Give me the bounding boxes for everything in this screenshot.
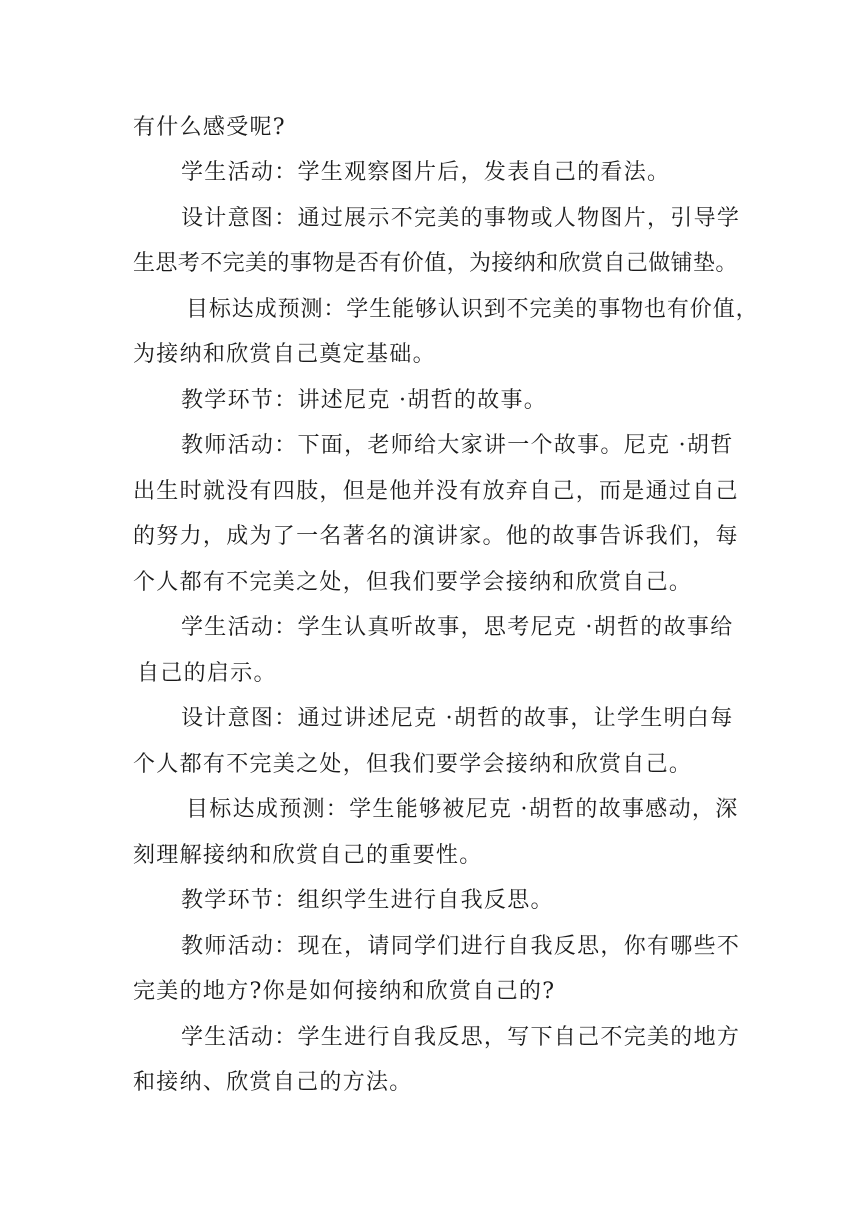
text-line: 教师活动：下面，老师给大家讲一个故事。尼克 ·胡哲 bbox=[181, 433, 734, 458]
text-line: 个人都有不完美之处，但我们要学会接纳和欣赏自己。 bbox=[133, 570, 693, 595]
text-line: 完美的地方?你是如何接纳和欣赏自己的? bbox=[133, 979, 556, 1004]
text-line: 目标达成预测：学生能够被尼克 ·胡哲的故事感动，深 bbox=[186, 797, 739, 822]
text-line: 教学环节：组织学生进行自我反思。 bbox=[181, 888, 554, 913]
text-line: 学生活动：学生进行自我反思，写下自己不完美的地方 bbox=[181, 1025, 741, 1050]
text-line: 自己的启示。 bbox=[137, 661, 277, 686]
text-line: 为接纳和欣赏自己奠定基础。 bbox=[133, 342, 436, 367]
text-line: 和接纳、欣赏自己的方法。 bbox=[133, 1070, 413, 1095]
text-line: 生思考不完美的事物是否有价值，为接纳和欣赏自己做铺垫。 bbox=[133, 251, 738, 276]
text-line: 学生活动：学生观察图片后，发表自己的看法。 bbox=[181, 160, 671, 185]
text-line: 的努力，成为了一名著名的演讲家。他的故事告诉我们，每 bbox=[133, 524, 739, 549]
text-line: 设计意图：通过展示不完美的事物或人物图片，引导学 bbox=[181, 206, 741, 231]
text-line: 教学环节：讲述尼克 ·胡哲的故事。 bbox=[181, 388, 548, 413]
text-line: 教师活动：现在，请同学们进行自我反思，你有哪些不 bbox=[181, 934, 741, 959]
text-line: 刻理解接纳和欣赏自己的重要性。 bbox=[133, 843, 483, 868]
text-line: 出生时就没有四肢，但是他并没有放弃自己，而是通过自己 bbox=[133, 479, 739, 504]
text-line: 个人都有不完美之处，但我们要学会接纳和欣赏自己。 bbox=[133, 752, 693, 777]
text-line: 有什么感受呢? bbox=[133, 115, 286, 140]
text-line: 学生活动：学生认真听故事，思考尼克 ·胡哲的故事给 bbox=[181, 615, 734, 640]
text-line: 设计意图：通过讲述尼克 ·胡哲的故事，让学生明白每 bbox=[181, 706, 734, 731]
text-line: 目标达成预测：学生能够认识到不完美的事物也有价值， bbox=[186, 297, 759, 322]
